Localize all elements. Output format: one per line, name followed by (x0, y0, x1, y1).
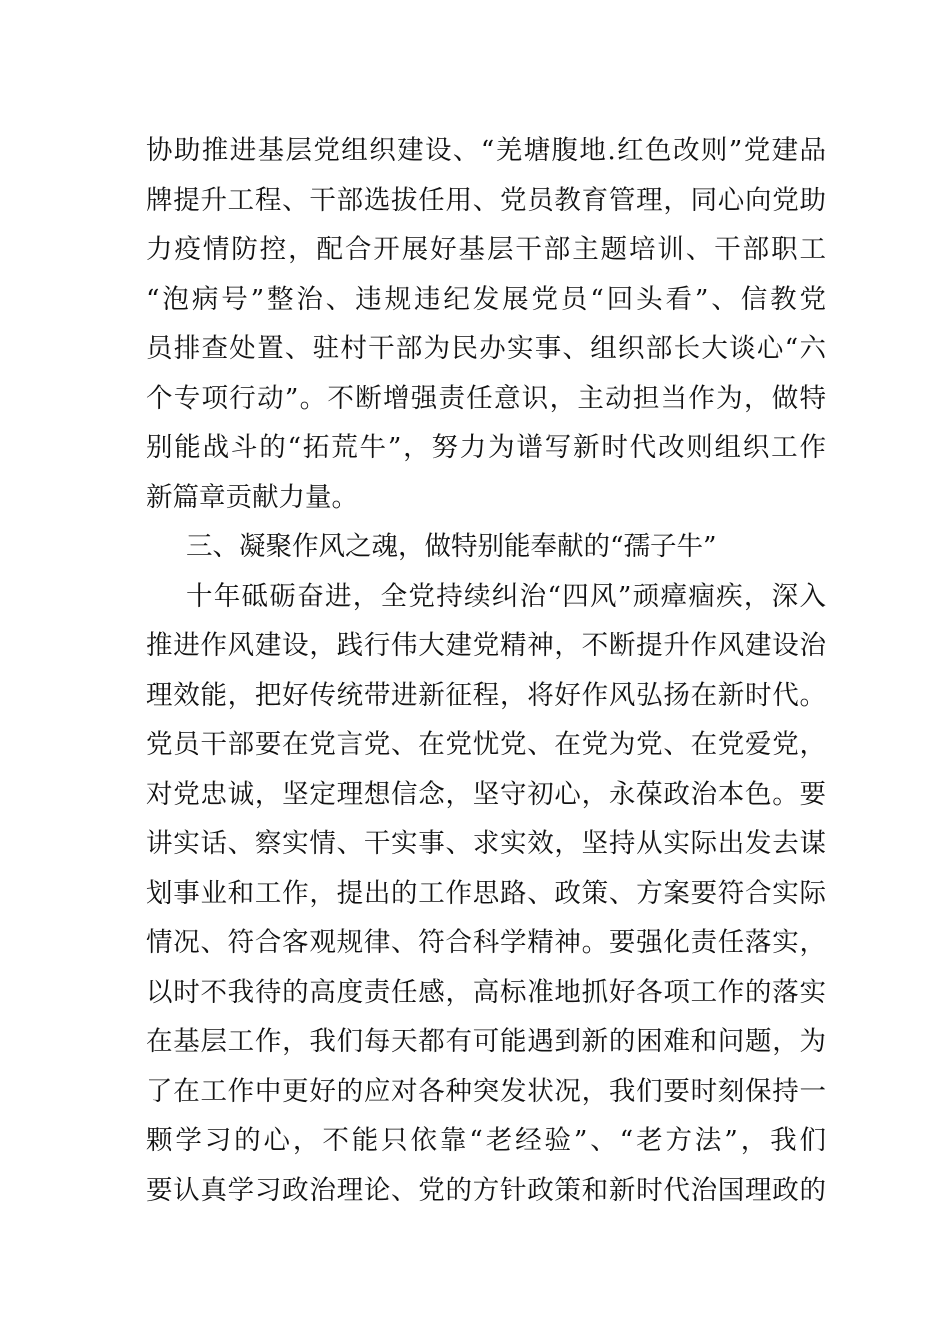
text-line: 颗学习的心，不能只依靠“老经验”、“老方法”，我们 (146, 1125, 826, 1156)
text-line: 党员干部要在党言党、在党忧党、在党为党、在党爱党， (146, 729, 826, 760)
text-line: “泡病号”整治、违规违纪发展党员“回头看”、信教党 (146, 283, 826, 315)
section-heading: 三、凝聚作风之魂，做特别能奉献的“孺子牛” (186, 531, 717, 562)
text-line: 别能战斗的“拓荒牛”，努力为谱写新时代改则组织工作 (146, 432, 826, 463)
text-line: 理效能，把好传统带进新征程，将好作风弘扬在新时代。 (146, 679, 826, 711)
text-line: 新篇章贡献力量。 (146, 481, 358, 513)
text-line: 了在工作中更好的应对各种突发状况，我们要时刻保持一 (146, 1075, 826, 1107)
paragraph-1 (146, 126, 826, 522)
text-line: 情况、符合客观规律、符合科学精神。要强化责任落实， (146, 927, 826, 958)
text-line: 划事业和工作，提出的工作思路、政策、方案要符合实际 (146, 877, 826, 909)
text-line: 要认真学习政治理论、党的方针政策和新时代治国理政的 (146, 1174, 826, 1206)
text-line: 在基层工作，我们每天都有可能遇到新的困难和问题，为 (146, 1026, 826, 1057)
text-line: 十年砥砺奋进，全党持续纠治“四风”顽瘴痼疾，深入 (186, 580, 826, 612)
body-text (146, 126, 826, 1215)
text-line: 讲实话、察实情、干实事、求实效，坚持从实际出发去谋 (146, 828, 826, 859)
text-line: 个专项行动”。不断增强责任意识，主动担当作为，做特 (146, 382, 826, 414)
text-line: 推进作风建设，践行伟大建党精神，不断提升作风建设治 (146, 630, 826, 661)
text-line: 协助推进基层党组织建设、“羌塘腹地.红色改则”党建品 (146, 135, 826, 166)
text-line: 以时不我待的高度责任感，高标准地抓好各项工作的落实 (146, 976, 826, 1008)
paragraph-2 (146, 572, 826, 1216)
text-line: 力疫情防控，配合开展好基层干部主题培训、干部职工 (146, 234, 826, 265)
text-line: 员排查处置、驻村干部为民办实事、组织部长大谈心“六 (146, 333, 826, 364)
text-line: 牌提升工程、干部选拔任用、党员教育管理，同心向党助 (146, 184, 826, 216)
text-line: 对党忠诚，坚定理想信念，坚守初心，永葆政治本色。要 (146, 778, 826, 810)
